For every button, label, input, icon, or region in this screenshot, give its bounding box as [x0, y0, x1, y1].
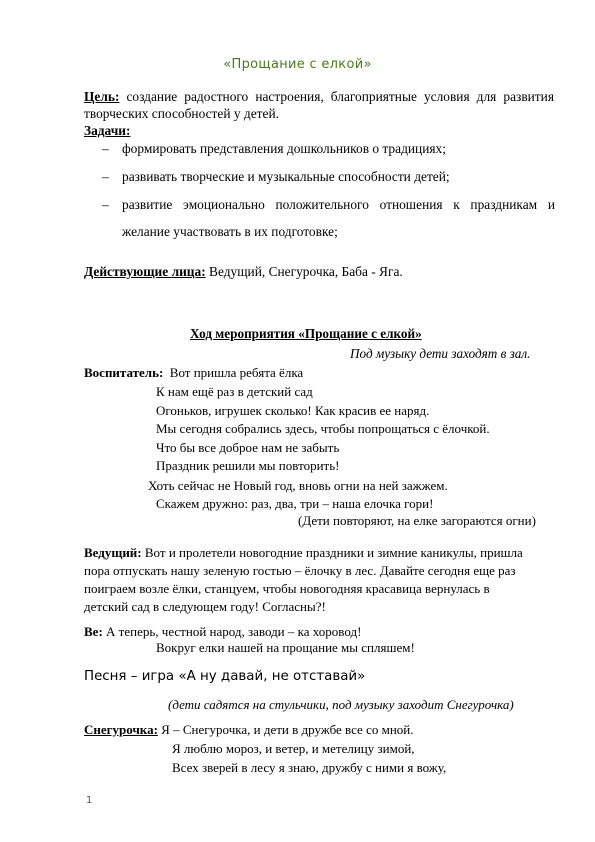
teacher-line: Хоть сейчас не Новый год, вновь огни на ней зажжем. — [148, 478, 448, 493]
host-line: Вот и пролетели новогодние праздники и зимние каникулы, пришла — [141, 545, 523, 560]
teacher-line: Скажем дружно: раз, два, три – наша елочка гори! — [156, 496, 434, 511]
characters-text: Ведущий, Снегурочка, Баба - Яга. — [205, 264, 403, 279]
host-line: детский сад в следующем году! Согласны?! — [84, 599, 326, 614]
teacher-label: Воспитатель: — [84, 365, 164, 380]
characters-line — [84, 264, 403, 280]
goal-text: создание радостного настроения, благоприятные условия для развития творческих способностей у детей. — [84, 89, 554, 121]
teacher-line: Вот пришла ребята ёлка — [169, 365, 304, 380]
teacher-first-line — [84, 365, 303, 381]
task-item: развивать творческие и музыкальные способности детей; — [122, 169, 450, 184]
task-item: формировать представления дошкольников о традициях; — [122, 141, 446, 156]
snow-maiden-first-line — [84, 722, 413, 738]
task-item-continuation: желание участвовать в их подготовке; — [122, 224, 338, 239]
stage-direction-lights: (Дети повторяют, на елке загораются огни) — [298, 513, 536, 528]
goal-paragraph — [84, 88, 554, 122]
page-number: 1 — [86, 795, 93, 806]
snow-maiden-line: Я – Снегурочка, и дети в дружбе все со мной. — [157, 722, 414, 737]
ve-line: А теперь, честной народ, заводи – ка хоровод! — [102, 624, 362, 639]
teacher-line: Что бы все доброе нам не забыть — [156, 440, 340, 455]
event-heading: Ход мероприятия «Прощание с елкой» — [190, 326, 422, 341]
tasks-label: Задачи: — [84, 123, 131, 138]
document-title: «Прощание с елкой» — [223, 57, 372, 72]
teacher-line: Мы сегодня собрались здесь, чтобы попрощаться с ёлочкой. — [156, 421, 490, 436]
snow-maiden-line: Я люблю мороз, и ветер, и метелицу зимой, — [172, 741, 415, 756]
host-first-line — [84, 545, 523, 561]
characters-label: Действующие лица: — [84, 264, 206, 279]
host-line: поиграем возле ёлки, станцуем, чтобы новогодняя красавица вернулась в — [84, 581, 490, 596]
ve-line: Вокруг елки нашей на прощание мы спляшем! — [156, 640, 415, 655]
ve-label: Ве: — [84, 624, 103, 639]
task-bullet: – — [102, 197, 109, 212]
task-item: развитие эмоционально положительного отношения к праздникам и — [122, 197, 555, 212]
teacher-line: Праздник решили мы повторить! — [156, 458, 340, 473]
stage-direction-enter: Под музыку дети заходят в зал. — [350, 346, 531, 361]
host-line: пора отпускать нашу зеленую гостью – ёлочку в лес. Давайте сегодня еще раз — [84, 563, 516, 578]
task-bullet: – — [102, 169, 109, 184]
stage-direction-snow-maiden: (дети садятся на стульчики, под музыку заходит Снегурочка) — [168, 697, 514, 712]
teacher-line: Огоньков, игрушек сколько! Как красив ее наряд. — [156, 403, 430, 418]
snow-maiden-line: Всех зверей в лесу я знаю, дружбу с ними я вожу, — [172, 760, 447, 775]
teacher-line: К нам ещё раз в детский сад — [156, 384, 313, 399]
host-label: Ведущий: — [84, 545, 142, 560]
ve-first-line — [84, 624, 361, 640]
goal-label: Цель: — [84, 89, 120, 104]
snow-maiden-label: Снегурочка: — [84, 722, 158, 737]
task-bullet: – — [102, 141, 109, 156]
song-heading: Песня – игра «А ну давай, не отставай» — [84, 669, 366, 684]
